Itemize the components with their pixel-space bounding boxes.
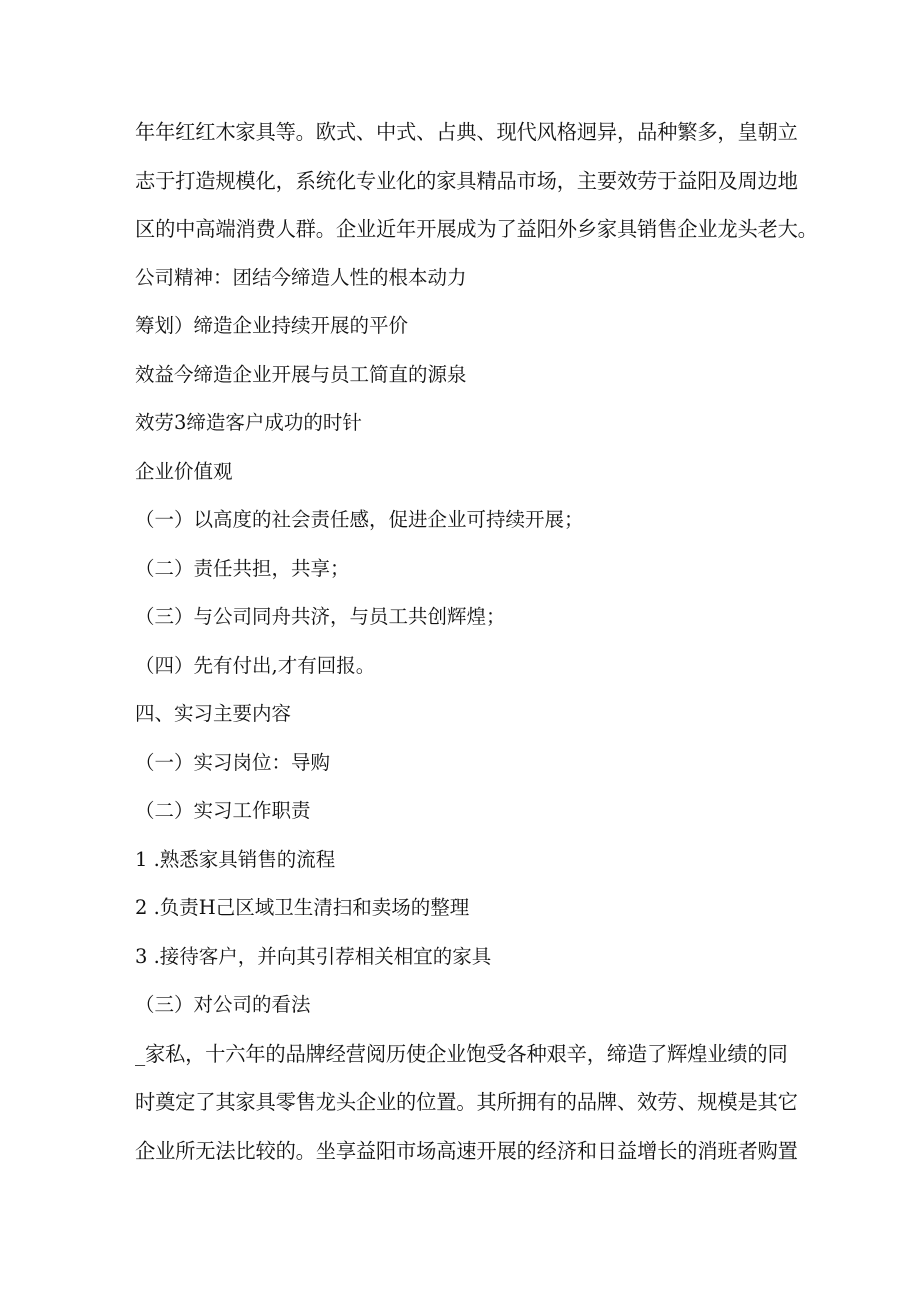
text-line: 效益今缔造企业开展与员工简直的源泉 bbox=[135, 362, 467, 386]
paragraph-line: 区的中高端消费人群。企业近年开展成为了益阳外乡家具销售企业龙头老大。 bbox=[135, 217, 818, 241]
list-item: （一）实习岗位：导购 bbox=[135, 750, 331, 774]
text-line: 效劳3缔造客户成功的时针 bbox=[135, 411, 362, 434]
list-item: （二）实习工作职责 bbox=[135, 799, 311, 822]
list-item: （二）责任共担，共享； bbox=[135, 556, 350, 580]
numbered-item: 1 .熟悉家具销售的流程 bbox=[135, 847, 336, 871]
section-heading: 企业价值观 bbox=[135, 459, 233, 483]
paragraph-line: _家私，十六年的品牌经营阅历使企业饱受各种艰辛，缔造了辉煌业绩的同 bbox=[135, 1041, 788, 1066]
heading-line: 公司精神：团结今缔造人性的根本动力 bbox=[135, 265, 467, 289]
list-item: （三）与公司同舟共济，与员工共创辉煌； bbox=[135, 605, 506, 628]
paragraph-line: 志于打造规模化，系统化专业化的家具精品市场，主要效劳于益阳及周边地 bbox=[135, 168, 798, 193]
list-item: （一）以高度的社会责任感，促进企业可持续开展； bbox=[135, 508, 584, 531]
text-line: 筹划）缔造企业持续开展的平价 bbox=[135, 314, 409, 337]
list-item: （四）先有付出,才有回报。 bbox=[135, 653, 376, 677]
numbered-item: 2 .负责H己区域卫生清扫和卖场的整理 bbox=[135, 896, 470, 919]
section-heading: 四、实习主要内容 bbox=[135, 702, 292, 725]
list-item: （三）对公司的看法 bbox=[135, 993, 311, 1016]
paragraph-line: 时奠定了其家具零售龙头企业的位置。其所拥有的品牌、效劳、规模是其它 bbox=[135, 1090, 798, 1114]
paragraph-line: 年年红红木家具等。欧式、中式、占典、现代风格迥异，品种繁多，皇朝立 bbox=[135, 120, 798, 144]
numbered-item: 3 .接待客户，并向其引荐相关相宜的家具 bbox=[135, 944, 492, 968]
document-body bbox=[135, 108, 818, 1175]
paragraph-line: 企业所无法比较的。坐享益阳市场高速开展的经济和日益增长的消班者购置 bbox=[135, 1138, 798, 1163]
